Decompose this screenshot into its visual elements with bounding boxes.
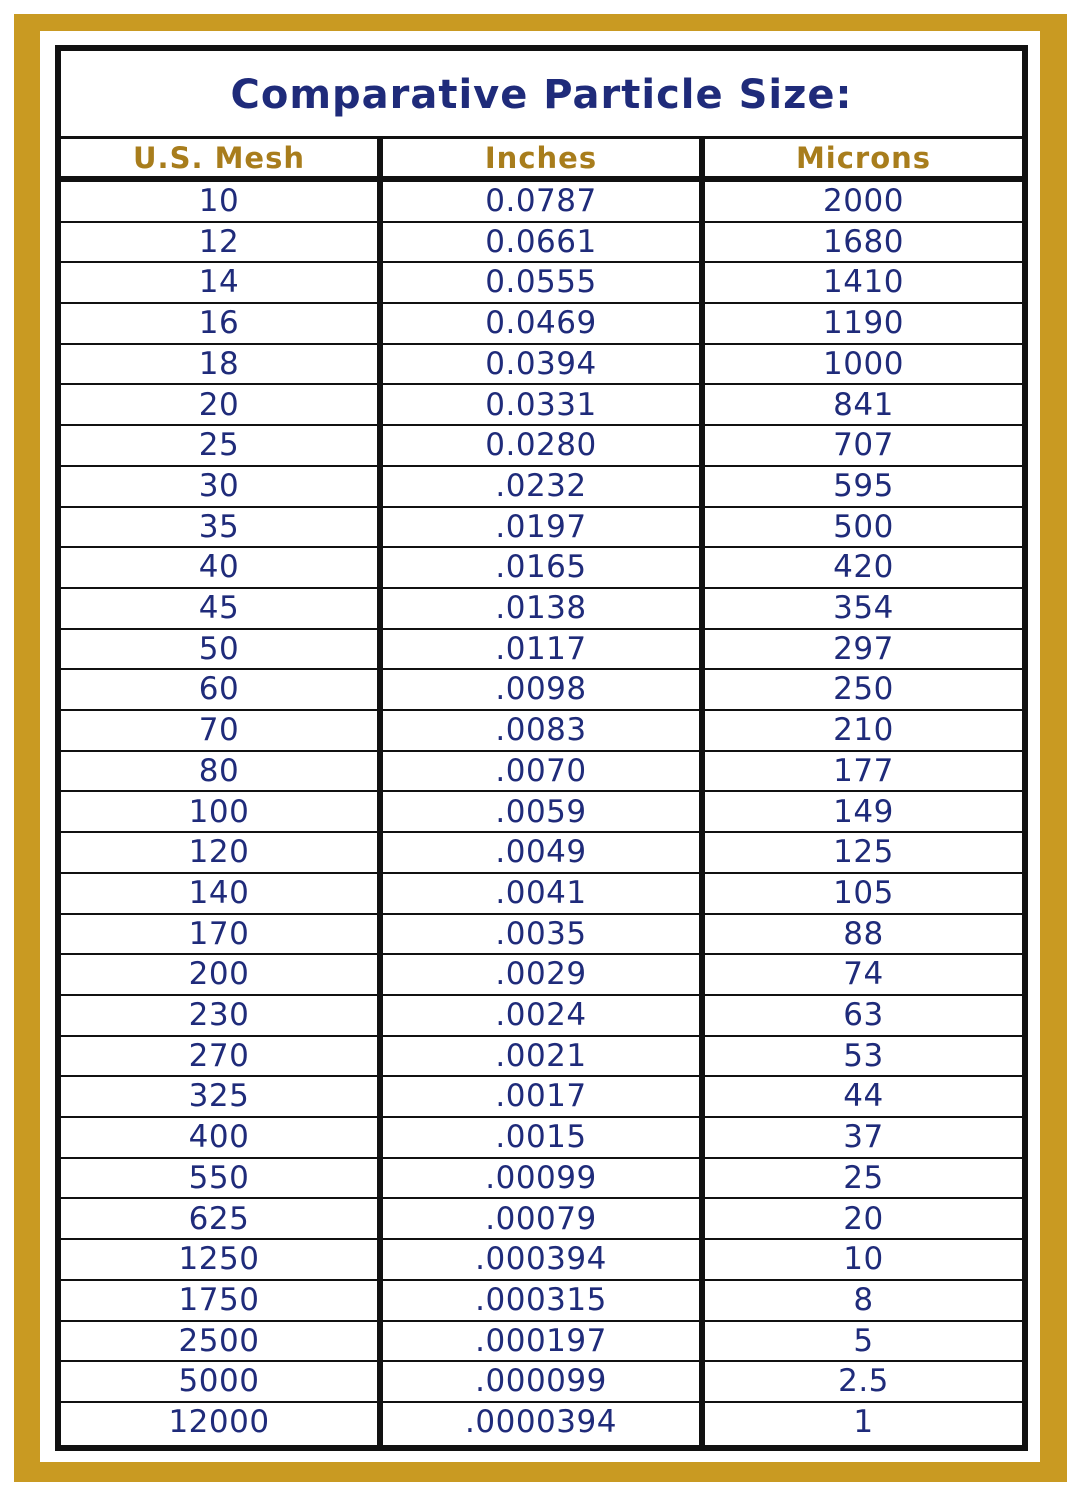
table-row [61, 955, 1022, 996]
table-row [61, 1362, 1022, 1403]
microns-cell: 1190 [823, 305, 904, 342]
us-mesh-cell: 12000 [168, 1404, 270, 1440]
inches-cell: .0021 [495, 1037, 587, 1074]
inches-cell: 0.0555 [485, 264, 597, 301]
inches-cell: .00099 [485, 1159, 597, 1196]
inches-cell: 0.0331 [485, 386, 597, 423]
us-mesh-cell: 60 [198, 671, 240, 708]
us-mesh-cell: 10 [198, 183, 240, 219]
header-inches: Inches [484, 140, 598, 175]
inches-cell: 0.0280 [485, 427, 597, 464]
table-row [61, 1037, 1022, 1078]
inches-cell: .0083 [495, 712, 587, 749]
us-mesh-cell: 40 [198, 549, 240, 586]
inches-cell: .0017 [495, 1078, 587, 1115]
table-row [61, 223, 1022, 264]
table-row [61, 630, 1022, 671]
table-row [61, 548, 1022, 589]
us-mesh-cell: 200 [188, 956, 250, 993]
microns-cell: 595 [833, 467, 894, 504]
us-mesh-cell: 5000 [178, 1363, 260, 1400]
table-row [61, 833, 1022, 874]
inches-cell: .0232 [495, 467, 587, 504]
inches-cell: .0041 [495, 874, 587, 911]
inches-cell: 0.0661 [485, 223, 597, 260]
us-mesh-cell: 20 [198, 386, 240, 423]
table-row [61, 1281, 1022, 1322]
us-mesh-cell: 14 [198, 264, 240, 301]
particle-size-table [55, 45, 1028, 1451]
inches-cell: .0059 [495, 793, 587, 830]
microns-cell: 1410 [823, 264, 904, 301]
table-row [61, 304, 1022, 345]
table-row [61, 874, 1022, 915]
table-row [61, 752, 1022, 793]
inches-cell: 0.0394 [485, 345, 597, 382]
table-row [61, 1077, 1022, 1118]
microns-cell: 2.5 [838, 1363, 889, 1400]
table-row [61, 1240, 1022, 1281]
table-title: Comparative Particle Size: [61, 51, 1022, 139]
us-mesh-cell: 16 [198, 305, 240, 342]
us-mesh-cell: 100 [188, 793, 250, 830]
us-mesh-cell: 70 [198, 712, 240, 749]
table-row [61, 793, 1022, 834]
table-row [61, 508, 1022, 549]
microns-cell: 25 [843, 1159, 884, 1196]
us-mesh-cell: 18 [198, 345, 240, 382]
inches-cell: .00079 [485, 1200, 597, 1237]
us-mesh-cell: 1250 [178, 1241, 260, 1278]
us-mesh-cell: 270 [188, 1037, 250, 1074]
inches-cell: .0138 [495, 590, 587, 626]
microns-cell: 1 [853, 1404, 874, 1440]
table-row [61, 182, 1022, 223]
inches-cell: .0015 [495, 1119, 587, 1156]
table-row [61, 345, 1022, 386]
inches-cell: .0029 [495, 956, 587, 993]
us-mesh-cell: 120 [188, 834, 250, 871]
microns-cell: 10 [843, 1241, 884, 1278]
table-row [61, 1322, 1022, 1363]
us-mesh-cell: 170 [188, 915, 250, 952]
table-row [61, 386, 1022, 427]
table-row [61, 1403, 1022, 1444]
table-row [61, 263, 1022, 304]
microns-cell: 250 [833, 671, 894, 708]
microns-cell: 2000 [823, 183, 904, 219]
microns-cell: 5 [853, 1322, 874, 1359]
microns-cell: 149 [833, 793, 894, 830]
us-mesh-cell: 625 [188, 1200, 250, 1237]
microns-cell: 37 [843, 1119, 884, 1156]
microns-cell: 210 [833, 712, 894, 749]
us-mesh-cell: 230 [188, 997, 250, 1033]
microns-cell: 53 [843, 1037, 884, 1074]
header-microns: Microns [795, 140, 932, 175]
us-mesh-cell: 30 [198, 467, 240, 504]
inches-cell: .0098 [495, 671, 587, 708]
table-row [61, 467, 1022, 508]
header-row [61, 139, 1022, 182]
microns-cell: 63 [843, 997, 884, 1033]
microns-cell: 8 [853, 1281, 874, 1318]
microns-cell: 88 [843, 915, 884, 952]
us-mesh-cell: 35 [198, 508, 240, 545]
us-mesh-cell: 325 [188, 1078, 250, 1115]
microns-cell: 1680 [823, 223, 904, 260]
microns-cell: 297 [833, 630, 894, 667]
us-mesh-cell: 1750 [178, 1281, 260, 1318]
inches-cell: .0197 [495, 508, 587, 545]
us-mesh-cell: 80 [198, 752, 240, 789]
us-mesh-cell: 550 [188, 1159, 250, 1196]
table-row [61, 996, 1022, 1037]
inches-cell: .000394 [475, 1241, 607, 1278]
microns-cell: 125 [833, 834, 894, 871]
microns-cell: 105 [833, 874, 894, 911]
table-row [61, 670, 1022, 711]
table-row [61, 711, 1022, 752]
inches-cell: .000197 [475, 1322, 607, 1359]
microns-cell: 420 [833, 549, 894, 586]
inches-cell: 0.0469 [485, 305, 597, 342]
us-mesh-cell: 2500 [178, 1322, 260, 1359]
table-row [61, 1159, 1022, 1200]
table-body [61, 182, 1022, 1445]
inches-cell: .0035 [495, 915, 587, 952]
table-row [61, 426, 1022, 467]
inches-cell: .0024 [495, 997, 587, 1033]
inches-cell: .0165 [495, 549, 587, 586]
inches-cell: .0117 [495, 630, 587, 667]
us-mesh-cell: 400 [188, 1119, 250, 1156]
microns-cell: 707 [833, 427, 894, 464]
header-us-mesh: U.S. Mesh [133, 140, 305, 175]
microns-cell: 1000 [823, 345, 904, 382]
microns-cell: 354 [833, 590, 894, 626]
inches-cell: .000099 [475, 1363, 607, 1400]
us-mesh-cell: 12 [198, 223, 240, 260]
us-mesh-cell: 45 [198, 590, 240, 626]
microns-cell: 74 [843, 956, 884, 993]
table-row [61, 915, 1022, 956]
inches-cell: .0070 [495, 752, 587, 789]
inches-cell: .000315 [475, 1281, 607, 1318]
table-row [61, 1200, 1022, 1241]
microns-cell: 20 [843, 1200, 884, 1237]
table-row [61, 589, 1022, 630]
microns-cell: 177 [833, 752, 894, 789]
us-mesh-cell: 50 [198, 630, 240, 667]
microns-cell: 44 [843, 1078, 884, 1115]
us-mesh-cell: 25 [198, 427, 240, 464]
inches-cell: 0.0787 [485, 183, 597, 219]
microns-cell: 500 [833, 508, 894, 545]
microns-cell: 841 [833, 386, 894, 423]
us-mesh-cell: 140 [188, 874, 250, 911]
inches-cell: .0049 [495, 834, 587, 871]
table-row [61, 1118, 1022, 1159]
inches-cell: .0000394 [465, 1404, 617, 1440]
